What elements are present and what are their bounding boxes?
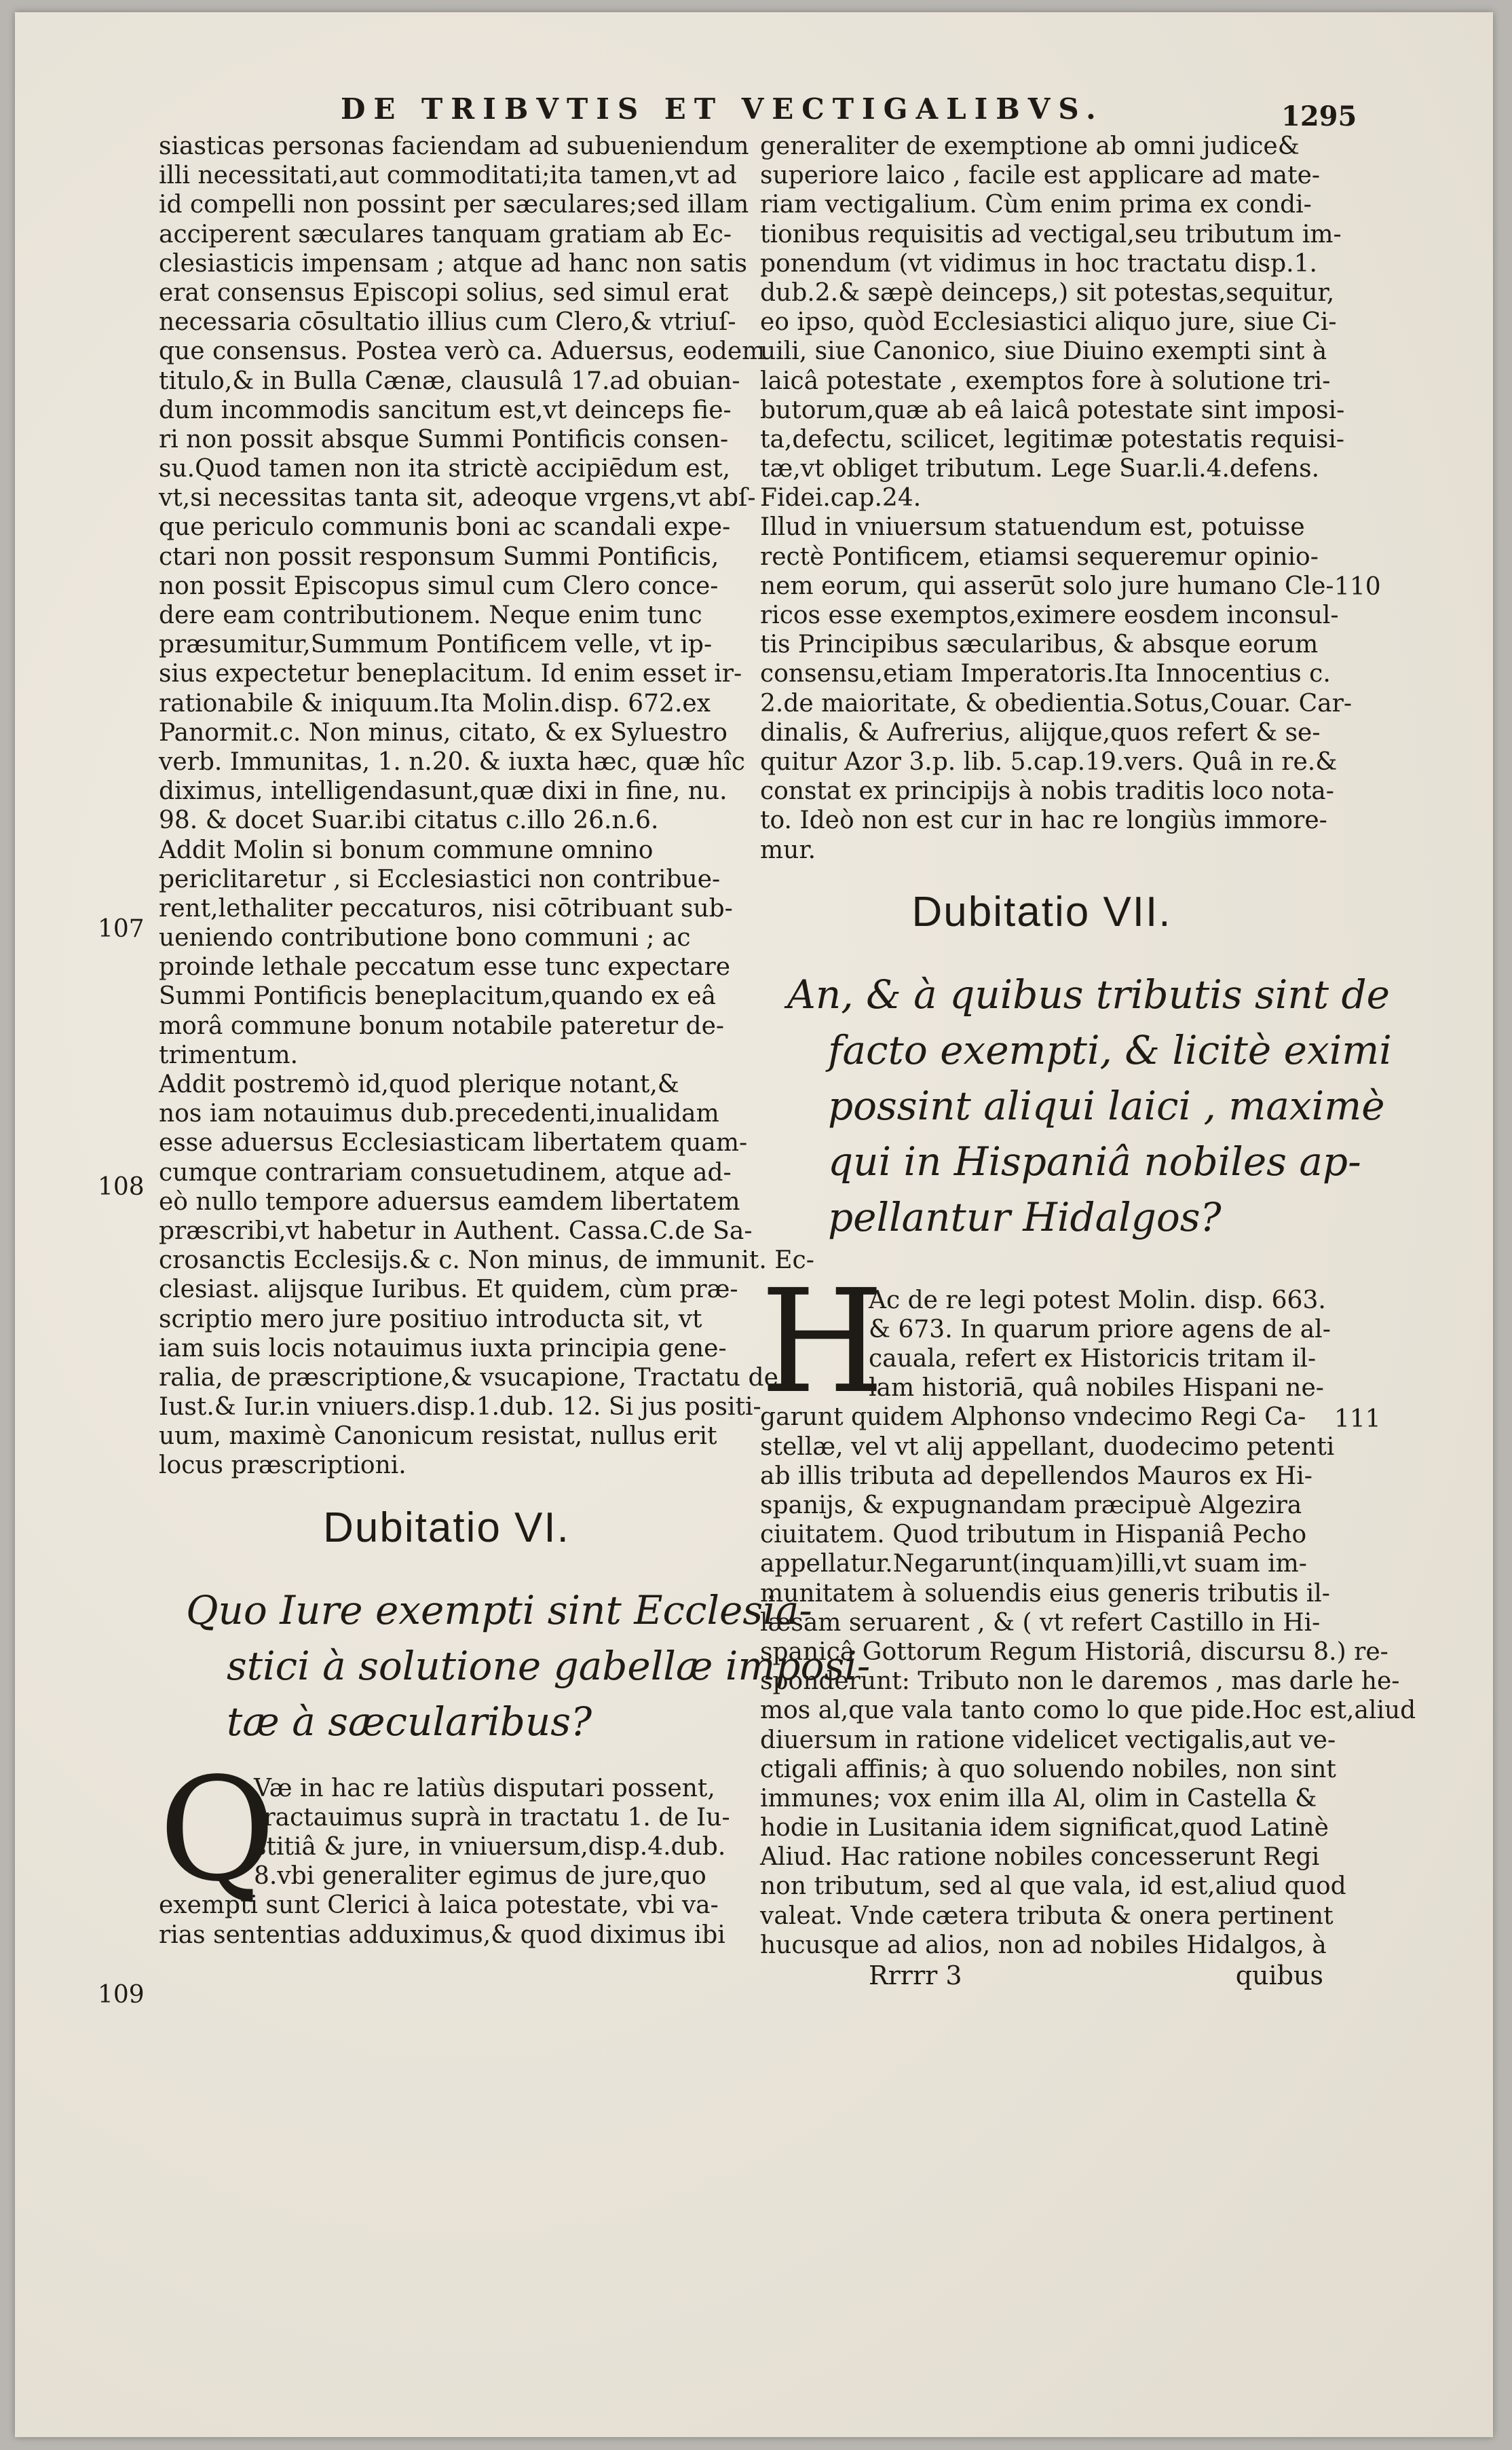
text-line: siasticas personas faciendam ad subueniendum [159,132,749,160]
text-line: trimentum. [159,1041,299,1069]
text-line: uum, maximè Canonicum resistat, nullus erit [159,1422,717,1451]
text-line: non tributum, sed al que vala, id est,aliud quod [760,1872,1346,1901]
margin-number-110: 110 [1334,573,1381,601]
text-line: clesiast. alijsque Iuribus. Et quidem, cùm præ- [159,1276,738,1304]
text-line: ricos esse exemptos,eximere eosdem inconsul- [760,601,1339,629]
text-line: exempti sunt Clerici à laica potestate, vbi va- [159,1891,719,1920]
text-line: consensu,etiam Imperatoris.Ita Innocentius c. [760,660,1331,688]
text-line: & 673. In quarum priore agens de al- [869,1315,1331,1343]
text-line: que periculo communis boni ac scandali expe- [159,513,731,542]
question-title-vii [760,967,1392,1245]
text-line: spanijs, & expugnandam præcipuè Algezira [760,1491,1302,1519]
text-line: scriptio mero jure positiuo introducta sit, vt [159,1305,702,1333]
text-line: eo ipso, quòd Ecclesiastici aliquo jure, siue Ci- [760,308,1337,337]
text-line: rias sententias adduximus,& quod diximus ibi [159,1920,725,1949]
text-line: præscribi,vt habetur in Authent. Cassa.C.de Sa- [159,1217,753,1245]
text-line: cauala, refert ex Historicis tritam il- [869,1345,1317,1373]
text-line: Addit postremò id,quod plerique notant,& [159,1071,679,1098]
text-line: titulo,& in Bulla Cænæ, clausulâ 17.ad obuian- [159,367,740,395]
text-line: ctigali affinis; à quo soluendo nobiles, non sint [760,1755,1336,1783]
text-line: constat ex principijs à nobis traditis loco nota- [760,777,1334,806]
text-line: id compelli non possint per sæculares;sed illam [159,191,749,219]
text-line: sponderunt: Tributo non le daremos , mas darle he- [760,1667,1400,1696]
text-line: tionibus requisitis ad vectigal,seu tributum im- [760,220,1342,248]
text-line: erat consensus Episcopi solius, sed simul erat [159,278,729,307]
text-line: tis Principibus sæcularibus, & absque eorum [760,631,1319,659]
question-line: An, & à quibus tributis sint de [787,971,1390,1018]
text-line: dinalis, & Aufrerius, alijque,quos refert & se- [760,718,1321,747]
margin-number-109: 109 [98,1981,145,2009]
text-line: laicâ potestate , exemptos fore à solutione tri- [760,367,1331,395]
text-line: rectè Pontificem, etiamsi sequeremur opinio- [760,542,1319,571]
text-line: generaliter de exemptione ab omni judice& [760,132,1300,160]
dropcap-paragraph-left [159,1746,734,1950]
text-line: garunt quidem Alphonso vndecimo Regi Ca- [760,1403,1306,1432]
question-line: qui in Hispaniâ nobiles ap- [828,1138,1361,1185]
question-line: Quo Iure exempti sint Ecclesia- [186,1586,812,1633]
text-line: valeat. Vnde cætera tributa & onera pertinent [760,1901,1334,1930]
drop-capital-h: H [760,1258,885,1425]
text-line: spanicâ Gottorum Regum Historiâ, discursu 8.) re- [760,1637,1388,1666]
text-line: Illud in vniuersum statuendum est, potuisse [760,513,1305,542]
text-line: tractauimus suprà in tractatu 1. de Iu- [254,1803,730,1832]
text-line: locus præscriptioni. [159,1451,407,1480]
text-line: eò nullo tempore aduersus eamdem libertatem [159,1187,740,1216]
text-line: ab illis tributa ad depellendos Mauros ex Hi- [760,1462,1312,1490]
text-line: morâ commune bonum notabile pateretur de- [159,1011,725,1040]
right-text-block [760,132,1352,865]
catchword: quibus [1235,1961,1323,1990]
text-line: vt,si necessitas tanta sit, adeoque vrgens,vt abſ- [159,484,756,513]
text-line: to. Ideò non est cur in hac re longiùs immore- [760,806,1327,835]
text-line: Iust.& Iur.in vniuers.disp.1.dub. 12. Si jus positi- [159,1393,761,1422]
text-line: cumque contrariam consuetudinem, atque ad- [159,1158,732,1187]
text-line: verb. Immunitas, 1. n.20. & iuxta hæc, quæ hîc [159,747,745,776]
text-line: nem eorum, qui asserūt solo jure humano Cle- [760,572,1334,600]
question-line: pellantur Hidalgos? [828,1193,1222,1240]
text-line: proinde lethale peccatum esse tunc expectare [159,953,730,982]
text-line: rent,lethaliter peccaturos, nisi cōtribuant sub- [159,894,733,923]
margin-number-111: 111 [1334,1405,1381,1433]
question-line: tæ à sæcularibus? [227,1698,592,1745]
text-line: mos al,que vala tanto como lo que pide.Hoc est,aliud [760,1696,1416,1725]
text-line: munitatem à soluendis eius generis tributis il- [760,1579,1330,1608]
text-line: non possit Episcopus simul cum Clero conce- [159,572,719,600]
text-line: illi necessitati,aut commoditati;ita tamen,vt ad [159,162,737,190]
text-line: Panormit.c. Non minus, citato, & ex Syluestro [159,718,727,747]
margin-number-108: 108 [98,1173,145,1201]
text-line: 8.vbi generaliter egimus de jure,quo [254,1862,706,1891]
signature-mark: Rrrrr 3 [869,1961,962,1990]
text-line: hucusque ad alios, non ad nobiles Hidalgos, à [760,1931,1327,1959]
text-line: tæ,vt obliget tributum. Lege Suar.li.4.defens. [760,455,1320,483]
text-line: periclitaretur , si Ecclesiastici non contribue- [159,865,721,893]
text-line: butorum,quæ ab eâ laicâ potestate sint imposi- [760,396,1345,424]
text-line: Væ in hac re latiùs disputari possent, [254,1774,715,1802]
text-line: uili, siue Canonico, siue Diuino exempti sint à [760,337,1327,366]
text-line: crosanctis Ecclesijs.& c. Non minus, de immunit. Ec- [159,1246,814,1275]
text-line: Ac de re legi potest Molin. disp. 663. [869,1286,1326,1314]
text-line: hodie in Lusitania idem significat,quod Latinè [760,1814,1329,1842]
folio-number: 1295 [1281,100,1357,132]
text-line: stitiâ & jure, in vniuersum,disp.4.dub. [254,1833,726,1861]
text-line: que consensus. Postea verò ca. Aduersus, eodem [159,337,766,366]
text-line: lam historiā, quâ nobiles Hispani ne- [869,1374,1324,1403]
text-line: su.Quod tamen non ita strictè accipiēdum est, [159,455,731,483]
question-line: facto exempti, & licitè eximi [828,1026,1392,1073]
text-line: præsumitur,Summum Pontificem velle, vt ip- [159,631,713,659]
text-line: 98. & docet Suar.ibi citatus c.illo 26.n.6. [159,806,659,835]
section-heading-dubitatio-vi: Dubitatio VI. [323,1504,570,1551]
text-line: nos iam notauimus dub.precedenti,inualidam [159,1100,719,1128]
text-line: Addit Molin si bonum commune omnino [159,836,654,864]
text-line: læsam seruarent , & ( vt refert Castillo in Hi- [760,1608,1321,1637]
question-line: possint aliqui laici , maximè [828,1082,1385,1129]
text-line: ta,defectu, scilicet, legitimæ potestatis requisi- [760,425,1345,453]
running-title: DE TRIBVTIS ET VECTIGALIBVS. [341,92,1104,126]
text-line: quitur Azor 3.p. lib. 5.cap.19.vers. Quâ in re.& [760,747,1338,776]
section-heading-dubitatio-vii: Dubitatio VII. [911,888,1172,935]
text-line: mur. [760,836,816,864]
text-line: ueniendo contributione bono communi ; ac [159,924,691,952]
text-line: 2.de maioritate, & obedientia.Sotus,Couar. Car- [760,689,1352,718]
text-line: superiore laico , facile est applicare ad mate- [760,162,1321,190]
text-line: acciperent sæculares tanquam gratiam ab Ec- [159,220,732,248]
text-line: ralia, de præscriptione,& vsucapione, Tractatu de [159,1363,778,1392]
text-line: Summi Pontificis beneplacitum,quando ex eâ [159,982,716,1011]
question-title-vi [159,1582,871,1749]
text-line: appellatur.Negarunt(inquam)illi,vt suam im- [760,1550,1307,1578]
book-page [15,12,1493,2437]
text-line: dere eam contributionem. Neque enim tunc [159,601,702,629]
text-line: diximus, intelligendasunt,quæ dixi in fine, nu. [159,777,727,806]
text-line: sius expectetur beneplacitum. Id enim esset ir- [159,660,742,688]
text-line: rationabile & iniquum.Ita Molin.disp. 672.ex [159,689,711,718]
text-line: esse aduersus Ecclesiasticam libertatem quam- [159,1129,748,1157]
margin-number-107: 107 [98,915,145,943]
drop-capital-q: Q [159,1746,276,1913]
text-line: necessaria cōsultatio illius cum Clero,& vtriuſ- [159,308,736,337]
text-line: iam suis locis notauimus iuxta principia gene- [159,1334,727,1362]
text-line: Fidei.cap.24. [760,484,922,513]
text-line: dub.2.& sæpè deinceps,) sit potestas,sequitur, [760,278,1335,307]
text-line: ponendum (vt vidimus in hoc tractatu disp.1. [760,249,1317,278]
text-line: ctari non possit responsum Summi Pontificis, [159,542,719,571]
text-line: riam vectigalium. Cùm enim prima ex condi- [760,191,1312,219]
text-line: immunes; vox enim illa Al, olim in Castella & [760,1784,1317,1813]
text-line: dum incommodis sancitum est,vt deinceps fie- [159,396,732,424]
text-line: stellæ, vel vt alij appellant, duodecimo petenti [760,1432,1335,1461]
text-line: ri non possit absque Summi Pontificis consen- [159,425,729,453]
text-line: Aliud. Hac ratione nobiles concesserunt Regi [760,1843,1320,1872]
text-line: diuersum in ratione videlicet vectigalis,aut ve- [760,1726,1336,1754]
text-line: clesiasticis impensam ; atque ad hanc non satis [159,249,747,278]
question-line: stici à solutione gabellæ imposi- [227,1642,871,1689]
text-line: ciuitatem. Quod tributum in Hispaniâ Pecho [760,1521,1307,1549]
